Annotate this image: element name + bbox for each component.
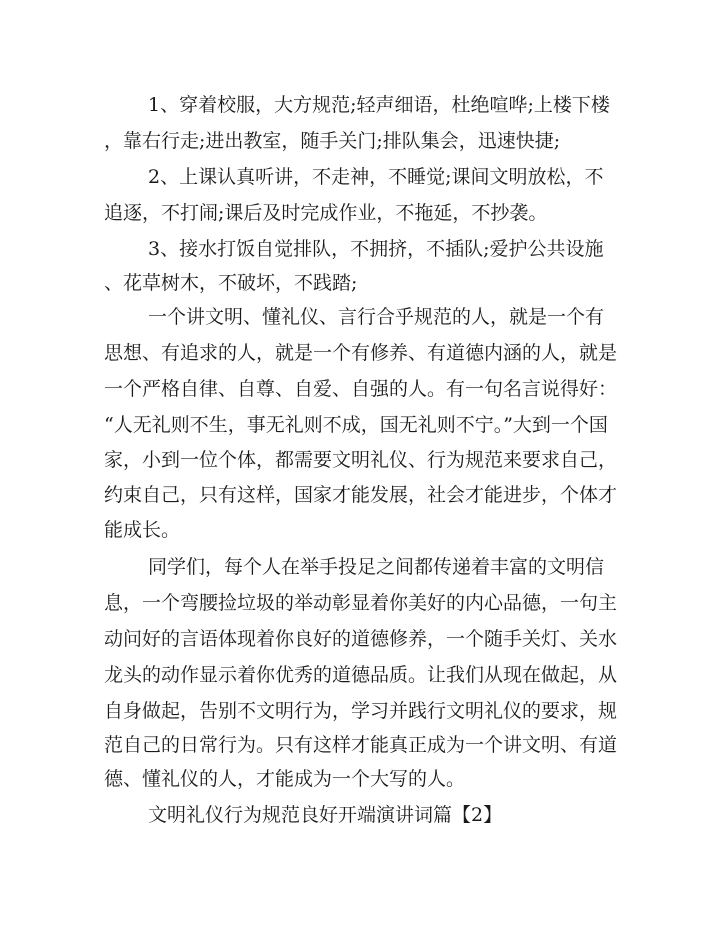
- text-line-20: 德、懂礼仪的人，才能成为一个大写的人。: [104, 768, 466, 790]
- text-line-10: “人无礼则不生，事无礼则不成，国无礼则不宁。”大到一个国: [104, 414, 608, 436]
- text-line-14: 同学们，每个人在举手投足之间都传递着丰富的文明信: [148, 556, 605, 578]
- text-line-18: 自身做起，告别不文明行为，学习并践行文明礼仪的要求，规: [104, 700, 618, 722]
- text-line-17: 龙头的动作显示着你优秀的道德品质。让我们从现在做起，从: [104, 664, 618, 686]
- text-line-13: 能成长。: [104, 519, 181, 541]
- text-line-8: 思想、有追求的人，就是一个有修养、有道德内涵的人，就是: [104, 342, 618, 364]
- text-line-9: 一个严格自律、自尊、自爱、自强的人。有一句名言说得好：: [104, 378, 618, 400]
- text-line-4: 追逐，不打闹;课后及时完成作业，不拖延，不抄袭。: [104, 202, 548, 224]
- text-line-11: 家，小到一位个体，都需要文明礼仪、行为规范来要求自己，: [104, 449, 618, 471]
- text-line-3: 2、上课认真听讲，不走神，不睡觉;课间文明放松，不: [148, 166, 604, 188]
- text-line-2: ，靠右行走;进出教室，随手关门;排队集会，迅速快捷;: [104, 130, 561, 152]
- text-line-16: 动问好的言语体现着你良好的道德修养，一个随手关灯、关水: [104, 628, 618, 650]
- text-line-12: 约束自己，只有这样，国家才能发展，社会才能进步，个体才: [104, 484, 618, 506]
- text-line-6: 、花草树木，不破坏，不践踏;: [104, 272, 358, 294]
- text-line-7: 一个讲文明、懂礼仪、言行合乎规范的人，就是一个有: [148, 306, 605, 328]
- text-line-19: 范自己的日常行为。只有这样才能真正成为一个讲文明、有道: [104, 734, 618, 756]
- text-line-15: 息，一个弯腰捡垃圾的举动彰显着你美好的内心品德，一句主: [104, 592, 618, 614]
- text-line-5: 3、接水打饭自觉排队，不拥挤，不插队;爱护公共设施: [148, 238, 604, 260]
- section-heading: 文明礼仪行为规范良好开端演讲词篇【2】: [148, 804, 503, 826]
- text-line-1: 1、穿着校服，大方规范;轻声细语，杜绝喧哗;上楼下楼: [148, 94, 610, 116]
